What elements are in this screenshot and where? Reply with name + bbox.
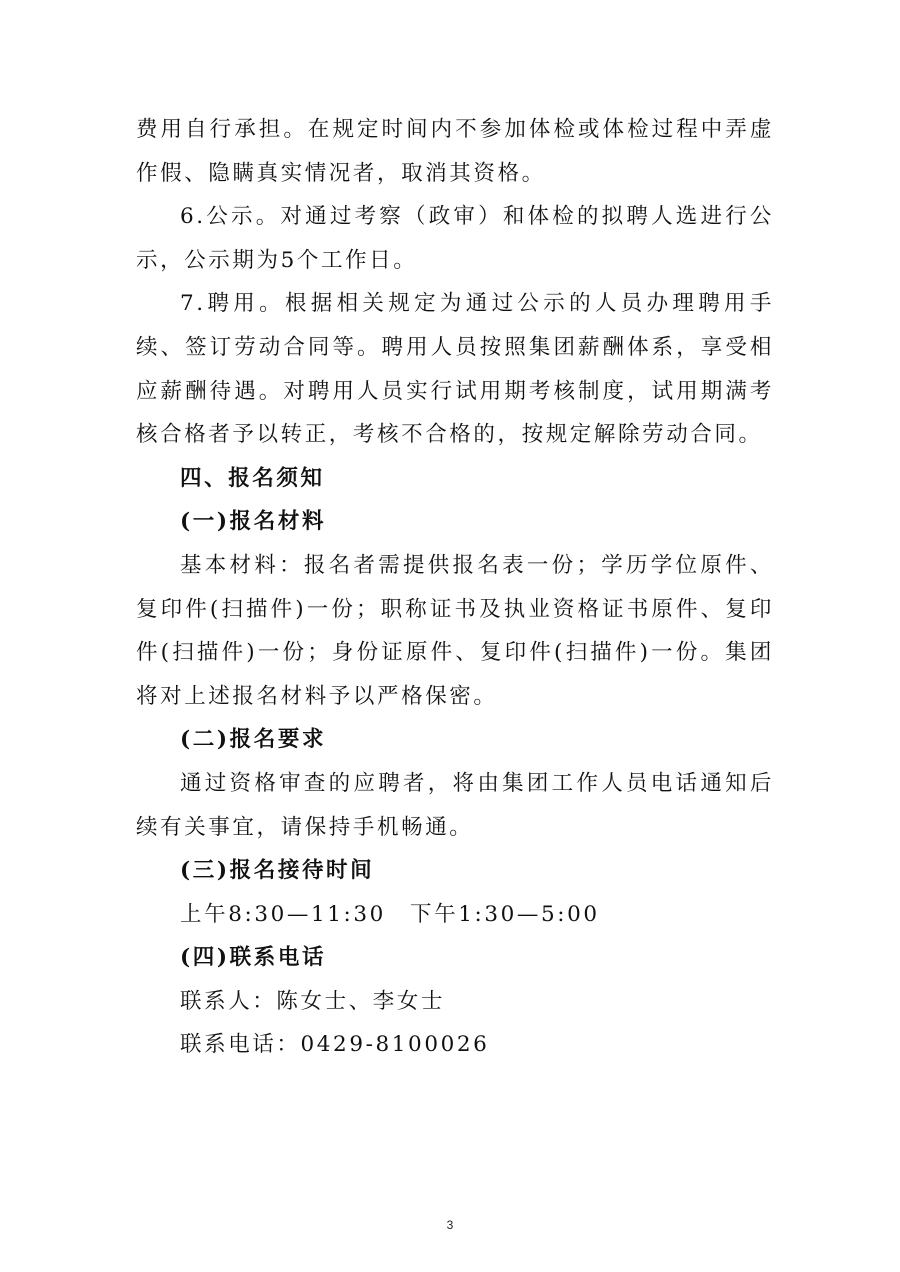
paragraph-contact-persons: 联系人：陈女士、李女士 bbox=[180, 988, 446, 1014]
paragraph-basic-materials: 基本材料：报名者需提供报名表一份；学历学位原件、复印件(扫描件)一份；职称证书及执业资格证书原件、复印件(扫描件)一份；身份证原件、复印件(扫描件)一份。集团将对上述报名材料予以严格保密。 bbox=[136, 552, 774, 709]
page-number: 3 bbox=[446, 1218, 454, 1232]
paragraph-publicity: 6.公示。对通过考察（政审）和体检的拟聘人选进行公示，公示期为5个工作日。 bbox=[136, 204, 774, 273]
subheading-reception-hours: (三)报名接待时间 bbox=[180, 858, 375, 884]
section-heading-registration-notice: 四、报名须知 bbox=[180, 465, 325, 491]
document-body bbox=[136, 108, 774, 1067]
paragraph-employment: 7.聘用。根据相关规定为通过公示的人员办理聘用手续、签订劳动合同等。聘用人员按照集团薪酬体系，享受相应薪酬待遇。对聘用人员实行试用期考核制度，试用期满考核合格者予以转正，考核不合格的，按规定解除劳动合同。 bbox=[136, 291, 774, 448]
paragraph-physical-exam-cost: 费用自行承担。在规定时间内不参加体检或体检过程中弄虚作假、隐瞒真实情况者，取消其资格。 bbox=[136, 117, 774, 186]
paragraph-requirements-detail: 通过资格审查的应聘者，将由集团工作人员电话通知后续有关事宜，请保持手机畅通。 bbox=[136, 770, 774, 840]
paragraph-reception-hours: 上午8:30—11:30 下午1:30—5:00 bbox=[180, 901, 600, 927]
subheading-contact-phone: (四)联系电话 bbox=[180, 945, 327, 971]
subheading-registration-materials: (一)报名材料 bbox=[180, 509, 327, 535]
paragraph-contact-number: 联系电话：0429-8100026 bbox=[180, 1032, 490, 1058]
subheading-registration-requirements: (二)报名要求 bbox=[180, 727, 327, 753]
